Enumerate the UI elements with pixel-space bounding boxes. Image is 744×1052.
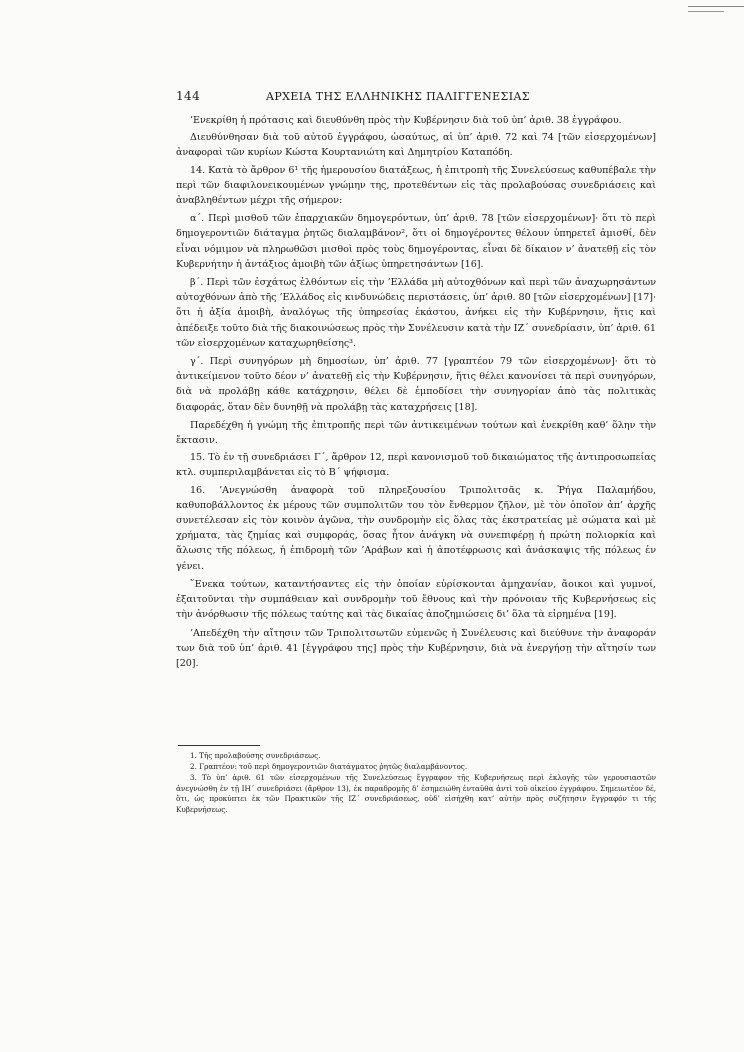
footnote: 1. Τῆς προλαβούσης συνεδριάσεως.	[190, 751, 321, 761]
footnote: 3. Τὸ ὑπ’ ἀριθ. 61 τῶν εἰσερχομένων τῆς Συνελεύσεως ἔγγραφον τῆς Κυβερνήσεως περὶ ἐκλογῆς τῶν γερουσιαστῶν ἀνεγνώσθη ἐν τῇ ΙΗ΄ συνεδριάσει (ἄρθρον 13), ἐκ παραδρομῆς δ’ ἐσημειώθη ἐνταῦθα ἀντὶ τοῦ οἰκείου ἐγγράφου. Σημειωτέον δέ, ὅτι, ὡς προκύπτει ἐκ τῶν Πρακτικῶν τῆς ΙΖ΄ συνεδριάσεως, οὐδ’ εἰσήχθη κατ’ αὐτὴν πρὸς συζήτησιν ἔγγραφόν τι τῆς Κυβερνήσεως.	[176, 772, 656, 815]
running-header: ΑΡΧΕΙΑ ΤΗΣ ΕΛΛΗΝΙΚΗΣ ΠΑΛΙΓΓΕΝΕΣΙΑΣ	[266, 90, 530, 103]
paragraph: α΄. Περὶ μισθοῦ τῶν ἐπαρχιακῶν δημογερόντων, ὑπ’ ἀριθ. 78 [τῶν εἰσερχομένων]· ὅτι τὸ περὶ δημογεροντιῶν διάταγμα ῥητῶς διαλαμβάνον², ὅτι οἱ δημογέροντες θέλουν ὑπηρετεῖ ἀμισθί, δὲν εἶναι νόμιμον νὰ πληρωθῶσι μισθοὶ πρὸς τοὺς δημογέροντας, εἶναι δὲ δίκαιον ν’ ἀνατεθῇ εἰς τὸν Κυβερνήτην ἡ ἀντάξιος ἀμοιβὴ τῶν ἀξίως ὑπηρετησάντων [16].	[176, 213, 656, 270]
paragraph: ’Απεδέχθη τὴν αἴτησιν τῶν Τριπολιτσωτῶν εὐμενῶς ἡ Συνέλευσις καὶ διεύθυνε τὴν ἀναφοράν των διὰ τοῦ ὑπ’ ἀριθ. 41 [ἐγγράφου της] πρὸς τὴν Κυβέρνησιν, διὰ νὰ ἐνεργήσῃ τὴν αἴτησίν των [20].	[176, 627, 656, 669]
paragraph: β΄. Περὶ τῶν ἐσχάτως ἐλθόντων εἰς τὴν ’Ελλάδα μὴ αὐτοχθόνων καὶ περὶ τῶν ἀναχωρησάντων αὐτοχθόνων ἀπὸ τῆς ’Ελλάδος εἰς κινδυνώδεις περιστάσεις, ὑπ’ ἀριθ. 80 [τῶν εἰσερχομένων] [17]· ὅτι ἡ ἀξία ἀμοιβὴ, ἀναλόγως τῆς ὑπηρεσίας ἑκάστου, ἀνήκει εἰς τὴν Κυβέρνησιν, ἥτις καὶ ἀπέδειξε τοῦτο διὰ τῆς διακοινώσεως πρὸς τὴν Συνέλευσιν κατὰ τὴν ΙΖ΄ συνεδρίασιν, ὑπ’ ἀριθ. 61 τῶν εἰσερχομένων καταχωρηθείσης³.	[176, 277, 656, 349]
paragraph: Παρεδέχθη ἡ γνώμη τῆς ἐπιτροπῆς περὶ τῶν ἀντικειμένων τούτων καὶ ἐνεκρίθη καθ’ ὅλην τὴν ἔκτασιν.	[176, 419, 656, 447]
page-header	[176, 89, 656, 103]
paragraph: ’Ενεκρίθη ἡ πρότασις καὶ διευθύνθη πρὸς τὴν Κυβέρνησιν διὰ τοῦ ὑπ’ ἀριθ. 38 ἐγγράφου.	[190, 115, 622, 126]
document-page	[176, 89, 656, 816]
page-number: 144	[176, 89, 201, 103]
paragraph: ῞Ενεκα τούτων, καταντήσαντες εἰς τὴν ὁποίαν εὑρίσκονται ἀμηχανίαν, ἄοικοι καὶ γυμνοί, ἐξαιτοῦνται τὴν συμπάθειαν καὶ συνδρομὴν τοῦ ἔθνους καὶ τὴν πρόνοιαν τῆς Κυβερνήσεως εἰς τὴν ἀνόρθωσιν τῆς πόλεως ταύτης καὶ τὰς δικαίας ἀποζημιώσεις δι’ ὅλα τὰ εἰρημένα [19].	[176, 578, 656, 621]
paragraph: 15. Τὸ ἐν τῇ συνεδριάσει Γ΄, ἄρθρον 12, περὶ κανονισμοῦ τοῦ δικαιώματος τῆς ἀντιπροσωπείας κτλ. συμπεριλαμβάνεται εἰς τὸ Β΄ ψήφισμα.	[176, 452, 656, 479]
footnote: 2. Γραπτέον: τοῦ περὶ δημογεροντιῶν διατάγματος ῥητῶς διαλαμβάνοντος.	[190, 761, 468, 771]
corner-rule	[688, 6, 744, 7]
paragraph: γ΄. Περὶ συνηγόρων μὴ δημοσίων, ὑπ’ ἀριθ. 77 [γραπτέον 79 τῶν εἰσερχομένων]· ὅτι τὸ ἀντικείμενον τοῦτο δέον ν’ ἀνατεθῇ εἰς τὴν Κυβέρνησιν, ἥτις θέλει κανονίσει τὰ περὶ συνηγόρων, διὰ νὰ προλάβῃ κάθε κατάχρησιν, θέλει δὲ ἐμποδίσει τὴν συνηγορίαν ἀπὸ τὰς πολιτικὰς διαφοράς, ὅταν δὲν δυνηθῇ νὰ προλάβῃ τὰς καταχρήσεις [18].	[176, 356, 656, 413]
body-text	[176, 113, 656, 671]
paragraph: 14. Κατὰ τὸ ἄρθρον 6¹ τῆς ἡμερουσίου διατάξεως, ἡ ἐπιτροπὴ τῆς Συνελεύσεως καθυπέβαλε τὴν περὶ τῶν διαφιλονεικουμένων γνώμην της, προτεθέντων εἰς τὰς προλαβούσας συνεδριάσεις καὶ ἀναβληθέντων μέχρι τῆς σήμερον:	[176, 164, 656, 207]
paragraph: Διευθύνθησαν διὰ τοῦ αὐτοῦ ἐγγράφου, ὡσαύτως, αἱ ὑπ’ ἀριθ. 72 καὶ 74 [τῶν εἰσερχομένων] ἀναφοραὶ τῶν κυρίων Κώστα Κουρτανιώτη καὶ Δημητρίου Καταπόδη.	[176, 132, 656, 159]
corner-rule-2	[688, 11, 724, 12]
footnote-separator	[178, 745, 260, 746]
footnotes	[176, 751, 656, 816]
paragraph: 16. ’Ανεγνώσθη ἀναφορὰ τοῦ πληρεξουσίου Τριπολιτσᾶς κ. Ῥήγα Παλαμήδου, καθυποβάλλοντος ἐκ μέρους τῶν συμπολιτῶν του τὸν ἔνθερμον ζῆλον, μὲ τὸν ὁποῖον ἀπ’ ἀρχῆς συνετέλεσαν εἰς τὸν κοινὸν ἀγῶνα, τὴν συνδρομὴν εἰς ὅλας τὰς ἐκστρατείας μὲ σώματα καὶ μὲ χρήματα, τὰς ζημίας καὶ συμφοράς, ὅσας ἦτον ἀνάγκη νὰ συνεπιφέρῃ ἡ πρώτη πολιορκία καὶ ἅλωσις τῆς πόλεως, ἡ ἐπιδρομὴ τῶν ’Αράβων καὶ ἡ ἀποτέφρωσις καὶ ἀνάσκαψις τῆς πόλεως ἐν γένει.	[176, 484, 656, 572]
